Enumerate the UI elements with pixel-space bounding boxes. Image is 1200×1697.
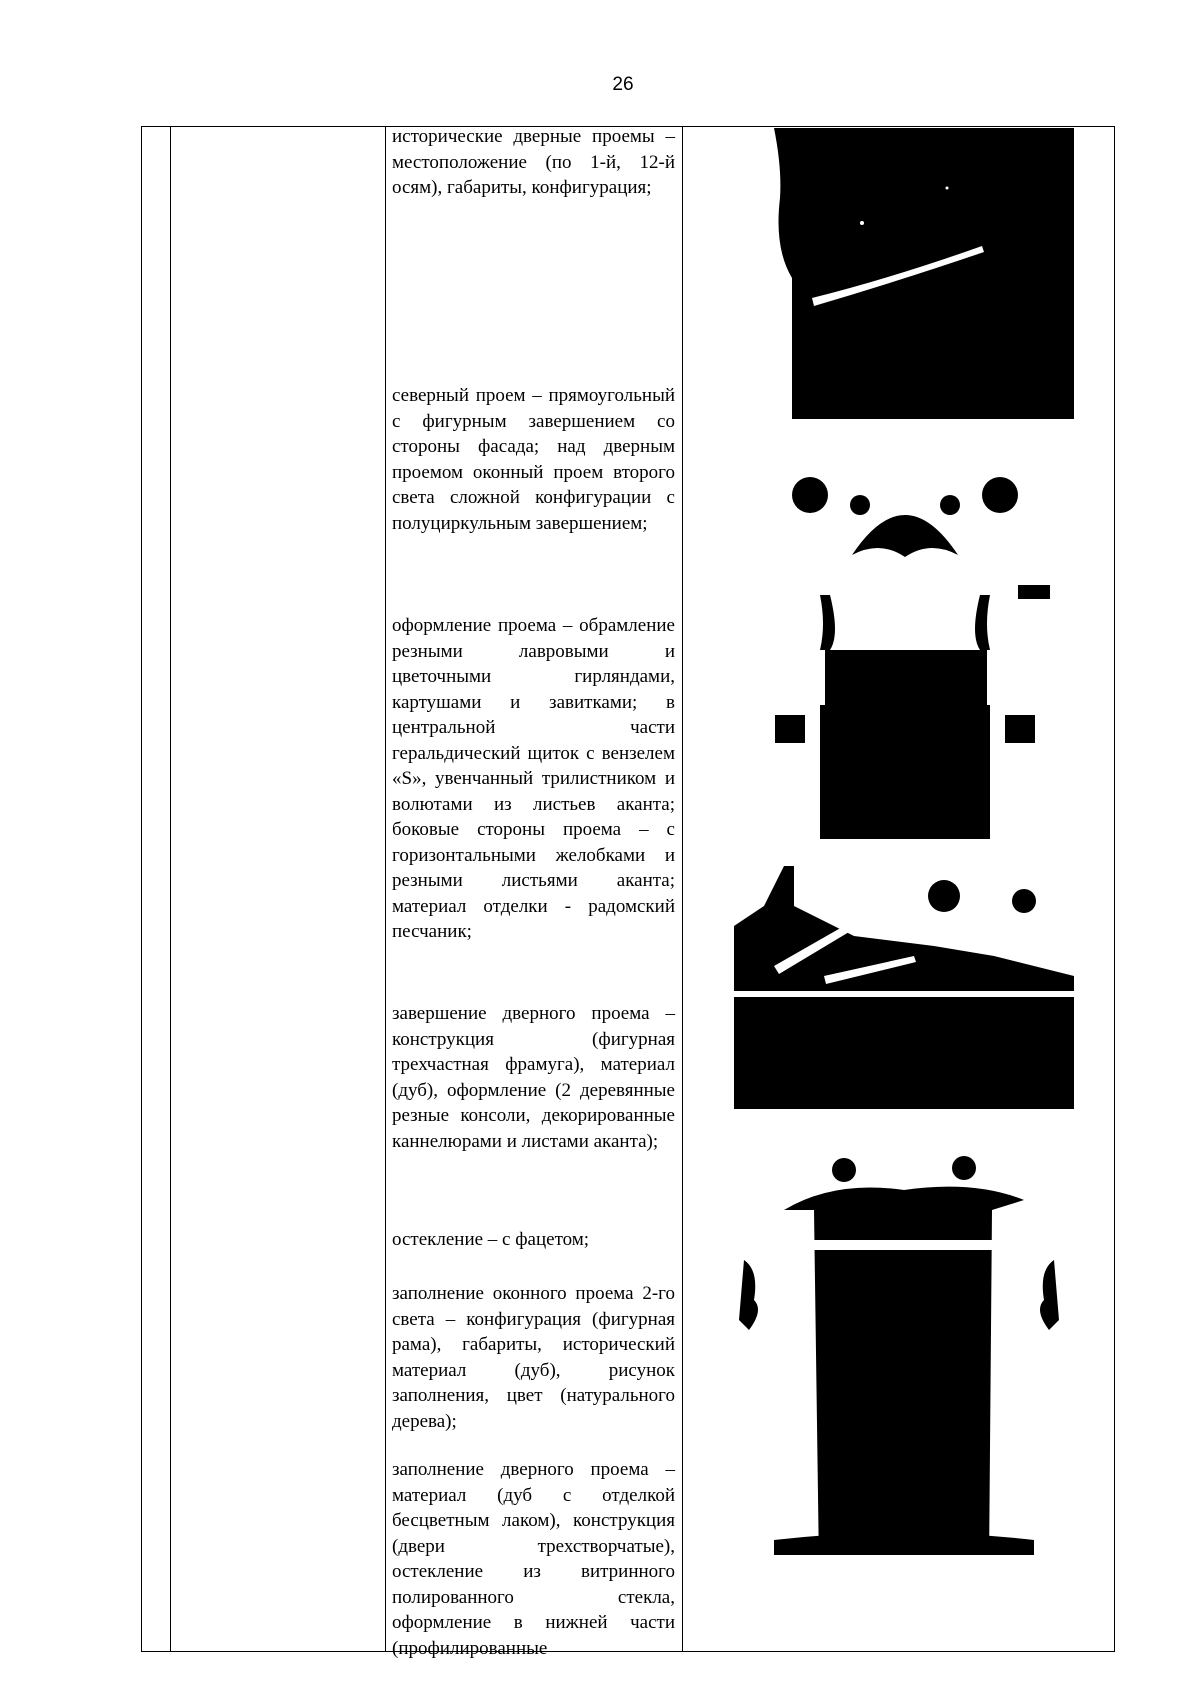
- paragraph-north-opening: северный проем – прямоугольный с фигурным завершением со стороны фасада; над дверным проемом оконный проем второго света сложной конфигурации с полуциркульным завершением;: [392, 385, 675, 534]
- paragraph-door-fill: заполнение дверного проема – материал (дуб с отделкой бесцветным лаком), конструкция (двери трехстворчатые), остекление из витринного полированного стекла, оформление в нижней части (профилированные: [392, 1459, 675, 1659]
- column-divider-3: [682, 127, 683, 1651]
- column-divider-1: [170, 127, 171, 1651]
- paragraph-door-top: завершение дверного проема –конструкция (фигурная трехчастная фрамуга), материал (дуб), оформление (2 деревянные резные консоли, декорированные каннелюрами и листами аканта);: [392, 1003, 675, 1152]
- portal-cornice-photo: [734, 866, 1074, 1109]
- paragraph-glazing: остекление – с фацетом;: [392, 1229, 590, 1250]
- page-number: 26: [612, 74, 634, 95]
- paragraph-window-fill: заполнение оконного проема 2-го света – конфигурация (фигурная рама), габариты, исторический материал (дуб), рисунок заполнения, цвет (натурального дерева);: [392, 1283, 675, 1432]
- paragraph-decoration: оформление проема – обрамление резными лавровыми и цветочными гирляндами, картушами и завитками; в центральной части геральдический щиток с вензелем «S», увенчанный трилистником и волютами из листьев аканта; боковые стороны проема – с горизонтальными желобками и резными листьями аканта; материал отделки - радомский песчаник;: [392, 615, 675, 942]
- north-portal-photo: [760, 445, 1050, 839]
- column-divider-2: [385, 127, 386, 1651]
- paragraph-doorways: исторические дверные проемы – местоположение (по 1-й, 12-й осям), габариты, конфигурация;: [392, 126, 675, 198]
- door-frame-photo: [734, 1140, 1074, 1567]
- doorway-top-photo: [752, 128, 1074, 419]
